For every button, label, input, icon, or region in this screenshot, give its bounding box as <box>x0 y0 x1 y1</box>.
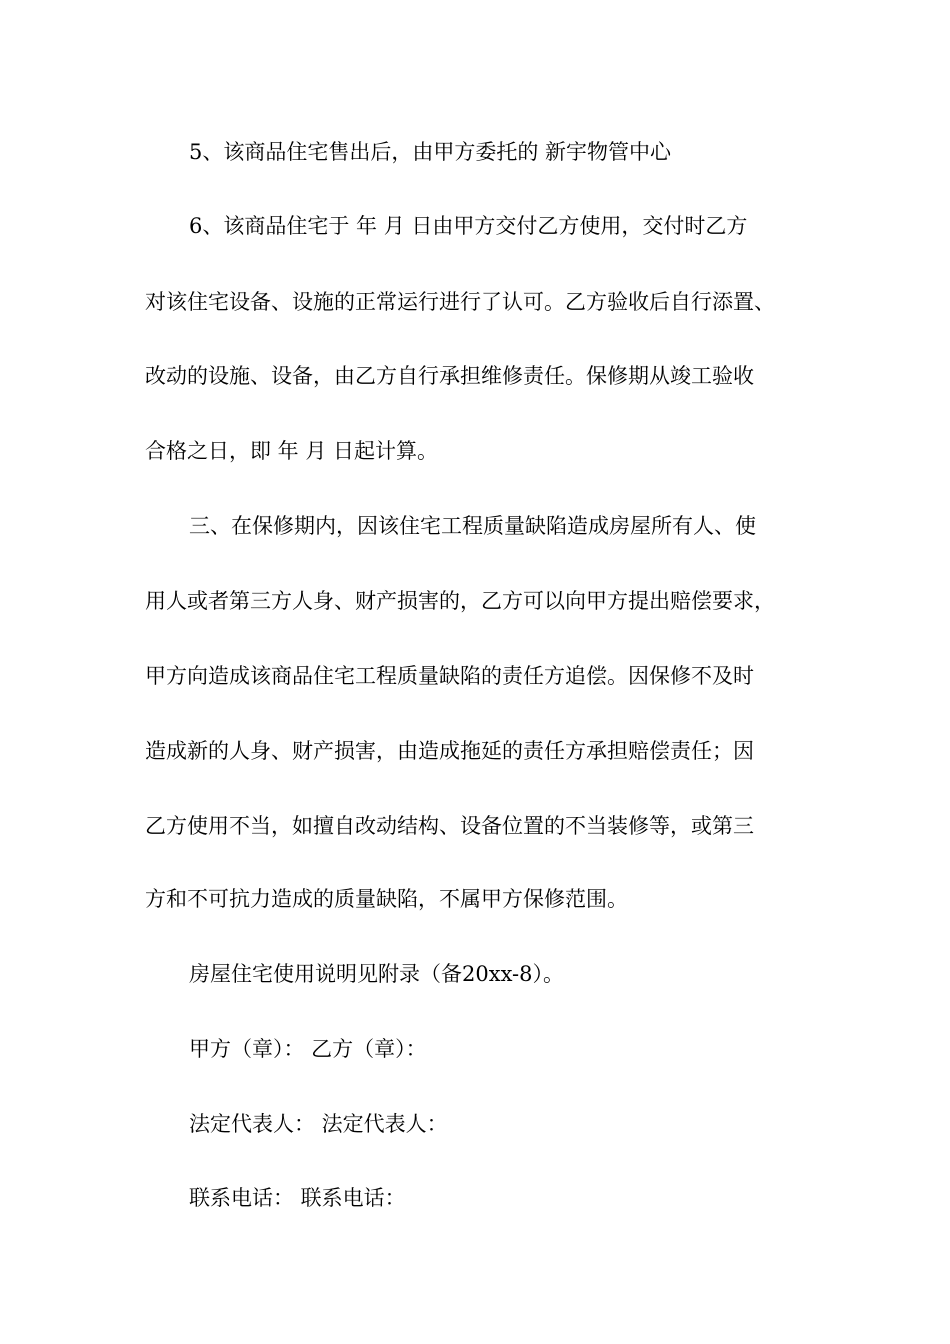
paragraph-line: 对该住宅设备、设施的正常运行进行了认可。乙方验收后自行添置、 <box>145 290 775 314</box>
paragraph-line-section3-start: 三、在保修期内，因该住宅工程质量缺陷造成房屋所有人、使 <box>189 514 756 538</box>
paragraph-line-item5: 5、该商品住宅售出后，由甲方委托的 新宇物管中心 <box>189 140 672 164</box>
paragraph-line: 改动的设施、设备，由乙方自行承担维修责任。保修期从竣工验收 <box>145 364 754 388</box>
contact-phone-line: 联系电话： 联系电话： <box>189 1186 406 1210</box>
paragraph-line-item6-start: 6、该商品住宅于 年 月 日由甲方交付乙方使用，交付时乙方 <box>189 214 748 238</box>
paragraph-line: 合格之日，即 年 月 日起计算。 <box>145 439 439 463</box>
paragraph-line: 造成新的人身、财产损害，由造成拖延的责任方承担赔偿责任；因 <box>145 739 754 763</box>
legal-representative-line: 法定代表人： 法定代表人： <box>189 1112 448 1136</box>
paragraph-line: 乙方使用不当，如擅自改动结构、设备位置的不当装修等，或第三 <box>145 814 754 838</box>
appendix-note: 房屋住宅使用说明见附录（备20xx-8）。 <box>189 962 564 986</box>
paragraph-line: 甲方向造成该商品住宅工程质量缺陷的责任方追偿。因保修不及时 <box>145 664 754 688</box>
party-seal-line: 甲方（章）： 乙方（章）： <box>189 1037 427 1061</box>
paragraph-line: 方和不可抗力造成的质量缺陷，不属甲方保修范围。 <box>145 887 628 911</box>
paragraph-line: 用人或者第三方人身、财产损害的，乙方可以向甲方提出赔偿要求， <box>145 589 775 613</box>
